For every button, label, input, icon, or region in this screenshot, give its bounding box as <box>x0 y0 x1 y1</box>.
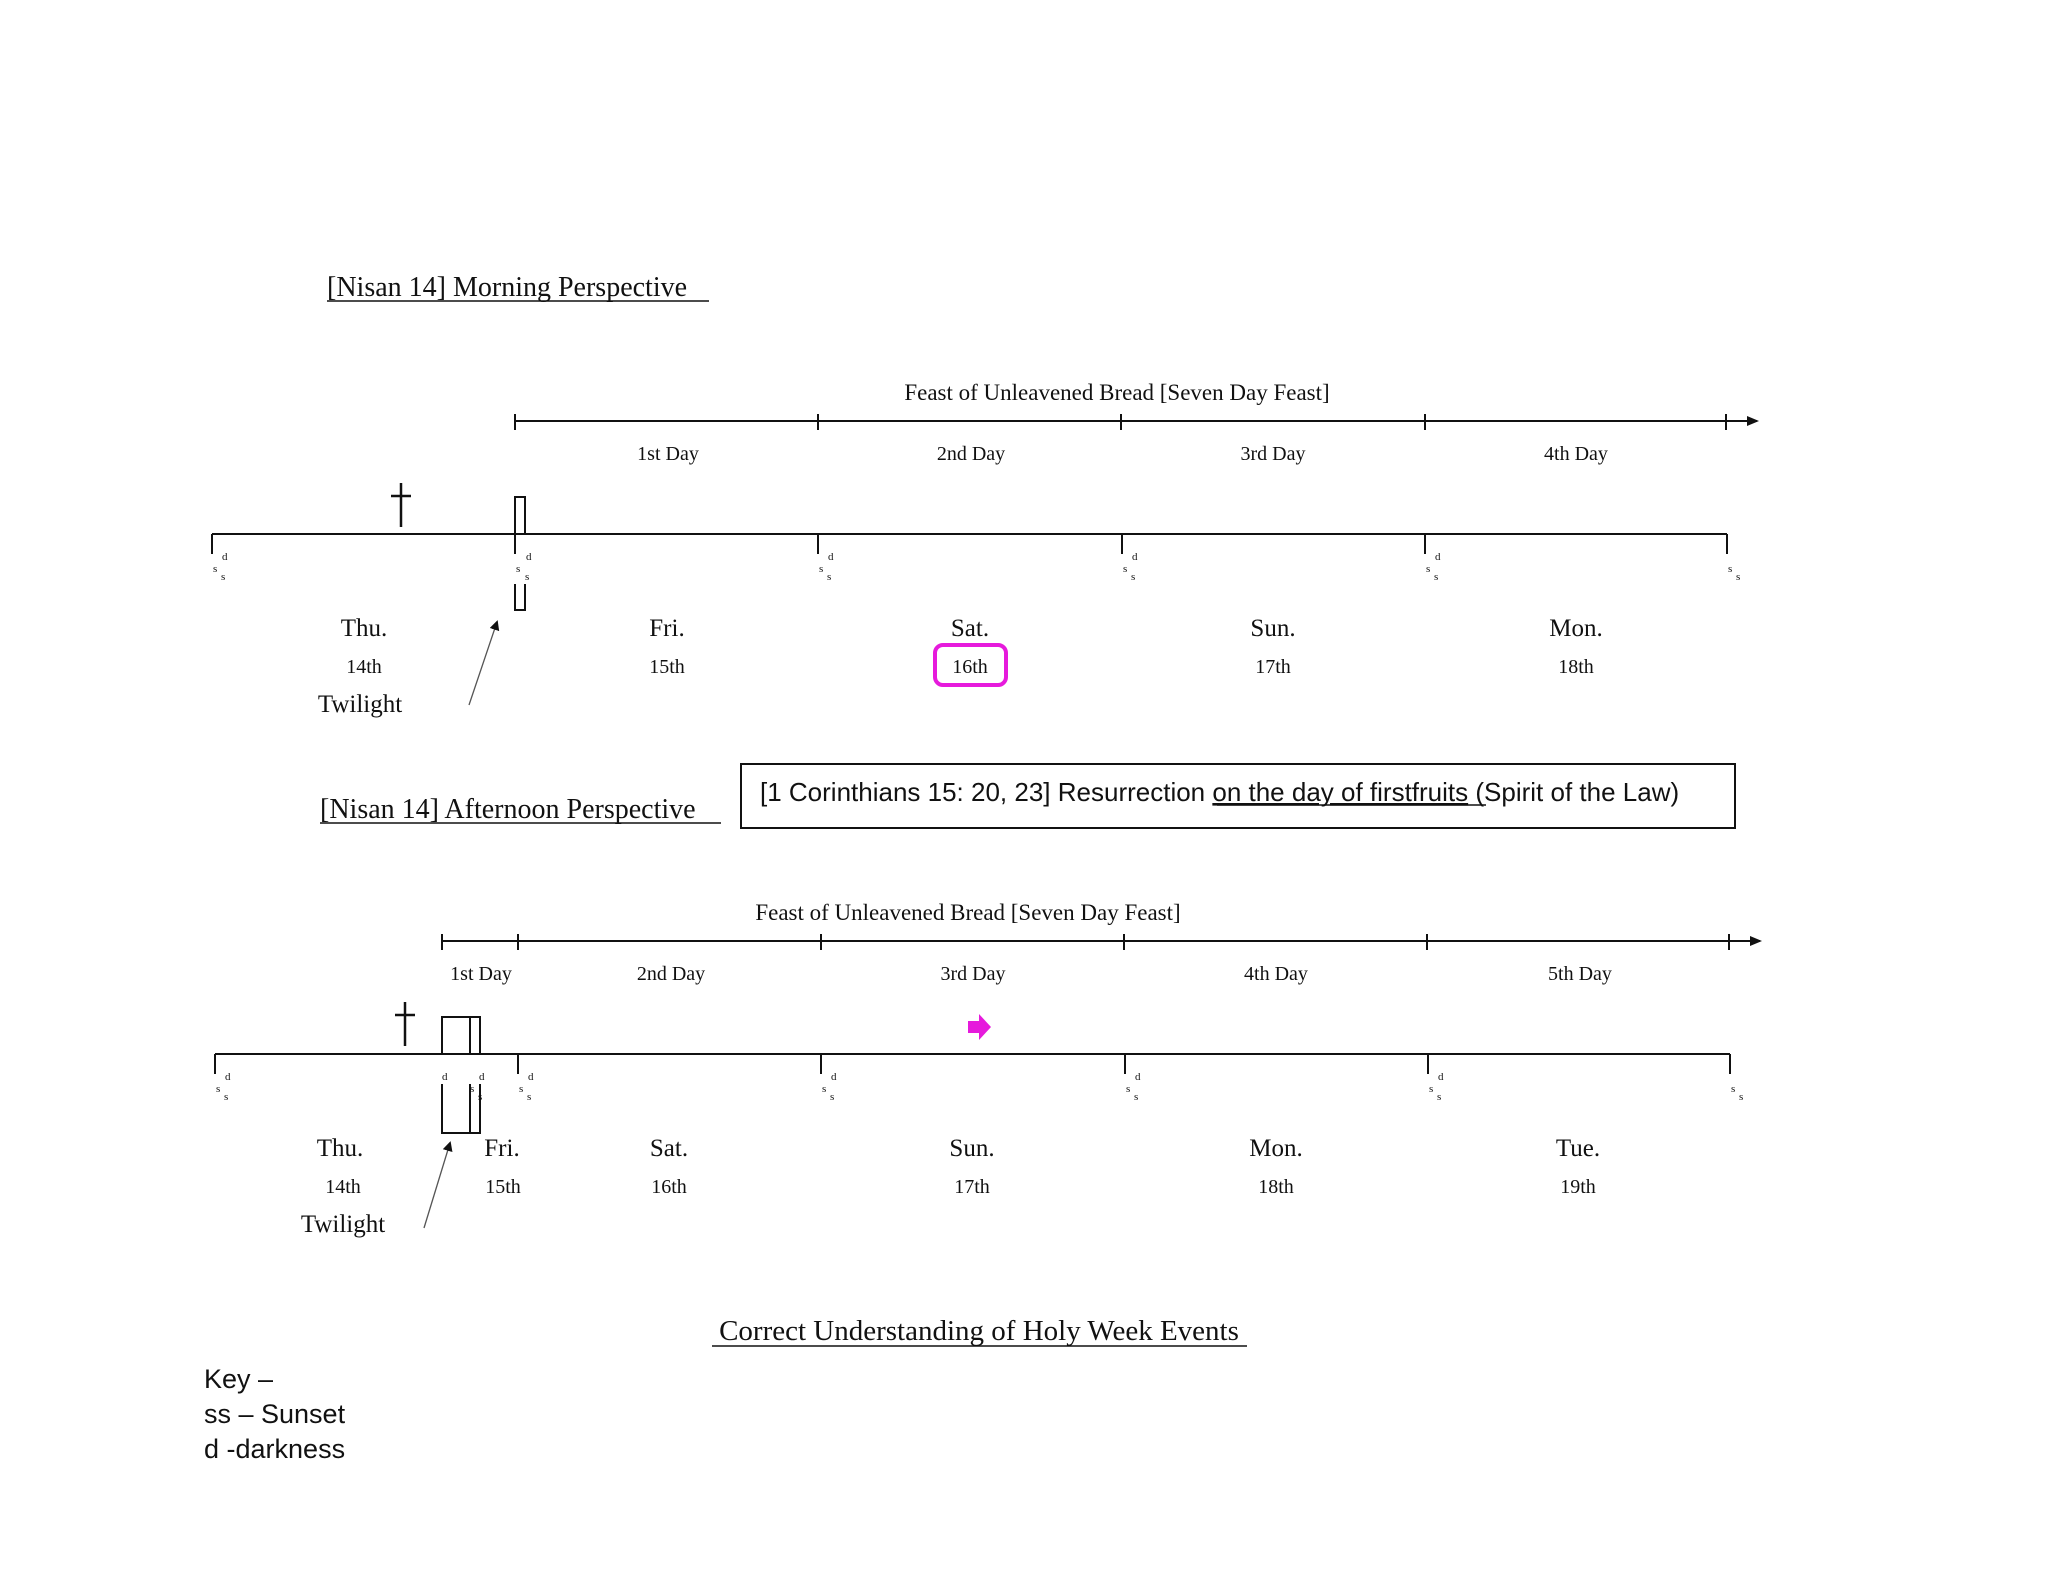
morning-feast-label: Feast of Unleavened Bread [Seven Day Feast] <box>904 380 1330 405</box>
afternoon-weekday-5: Mon. <box>1249 1135 1303 1162</box>
svg-text:s: s <box>1739 1091 1744 1103</box>
svg-text:s: s <box>1728 563 1733 575</box>
svg-text:s: s <box>1134 1091 1139 1103</box>
morning-twilight-pointer <box>469 622 497 705</box>
svg-text:s: s <box>224 1091 229 1103</box>
morning-date-4: 17th <box>1255 656 1291 678</box>
svg-text:s: s <box>1429 1083 1434 1095</box>
afternoon-twilight-bracket <box>442 1017 483 1133</box>
afternoon-feast-day-3: 3rd Day <box>940 963 1006 985</box>
morning-weekday-3: Sat. <box>950 615 990 642</box>
morning-feast-day-3: 3rd Day <box>1240 443 1306 465</box>
morning-date-1: 14th <box>346 656 382 678</box>
svg-text:s: s <box>830 1091 835 1103</box>
morning-sunset-darkness-marks <box>213 551 1740 583</box>
svg-text:d: d <box>1132 551 1138 563</box>
morning-weekday-5: Mon. <box>1549 615 1603 642</box>
callout-underlined: on the day of firstfruits <box>1212 777 1469 807</box>
svg-text:s: s <box>525 571 530 583</box>
svg-text:d: d <box>442 1071 448 1083</box>
svg-text:d: d <box>479 1071 485 1083</box>
afternoon-date-2: 15th <box>485 1176 521 1198</box>
svg-text:s: s <box>1126 1083 1131 1095</box>
afternoon-feast-label: Feast of Unleavened Bread [Seven Day Feast] <box>755 900 1181 925</box>
svg-text:d: d <box>1135 1071 1141 1083</box>
afternoon-perspective <box>215 794 1760 1238</box>
svg-text:s: s <box>1123 563 1128 575</box>
svg-text:d: d <box>526 551 532 563</box>
svg-text:d: d <box>828 551 834 563</box>
afternoon-weekday-2: Fri. <box>484 1135 520 1162</box>
firstfruits-callout <box>741 764 1735 828</box>
svg-text:s: s <box>827 571 832 583</box>
svg-text:d: d <box>528 1071 534 1083</box>
cross-icon <box>395 1002 415 1046</box>
svg-text:s: s <box>221 571 226 583</box>
morning-weekday-1: Thu. <box>340 615 388 642</box>
morning-twilight-label: Twilight <box>317 691 403 718</box>
afternoon-date-5: 18th <box>1258 1176 1294 1198</box>
right-arrow-icon <box>968 1014 991 1040</box>
morning-date-2: 15th <box>649 656 685 678</box>
svg-text:s: s <box>1437 1091 1442 1103</box>
key-item-darkness: d -darkness <box>204 1434 346 1464</box>
morning-weekday-2: Fri. <box>649 615 685 642</box>
svg-text:s: s <box>1731 1083 1736 1095</box>
svg-text:s: s <box>519 1083 524 1095</box>
afternoon-sunset-darkness-marks <box>216 1071 1743 1103</box>
morning-date-3: 16th <box>952 656 988 678</box>
afternoon-twilight-label: Twilight <box>300 1211 386 1238</box>
afternoon-weekday-4: Sun. <box>949 1135 995 1162</box>
morning-weekday-4: Sun. <box>1250 615 1296 642</box>
svg-text:s: s <box>1434 571 1439 583</box>
afternoon-twilight-pointer <box>424 1143 450 1228</box>
afternoon-title: [Nisan 14] Afternoon Perspective <box>320 794 696 825</box>
svg-text:d: d <box>1435 551 1441 563</box>
morning-perspective <box>212 272 1757 718</box>
afternoon-weekday-3: Sat. <box>649 1135 689 1162</box>
svg-text:d: d <box>225 1071 231 1083</box>
afternoon-weekday-6: Tue. <box>1555 1135 1601 1162</box>
svg-text:s: s <box>819 563 824 575</box>
morning-title: [Nisan 14] Morning Perspective <box>327 272 688 303</box>
svg-text:s: s <box>1426 563 1431 575</box>
afternoon-date-4: 17th <box>954 1176 990 1198</box>
svg-text:d: d <box>222 551 228 563</box>
cross-icon <box>391 483 411 527</box>
svg-text:s: s <box>516 563 521 575</box>
key-heading: Key – <box>204 1364 274 1394</box>
svg-text:s: s <box>1131 571 1136 583</box>
afternoon-feast-day-1: 1st Day <box>450 963 512 985</box>
callout-suffix: (Spirit of the Law) <box>1468 777 1680 807</box>
morning-feast-day-2: 2nd Day <box>936 443 1006 465</box>
svg-text:s: s <box>213 563 218 575</box>
morning-timeline-ticks <box>212 534 1727 554</box>
svg-text:s: s <box>216 1083 221 1095</box>
afternoon-feast-day-4: 4th Day <box>1244 963 1308 985</box>
morning-date-5: 18th <box>1558 656 1594 678</box>
svg-text:d: d <box>1438 1071 1444 1083</box>
svg-text:s: s <box>470 1083 475 1095</box>
callout-text <box>760 777 1679 807</box>
svg-text:d: d <box>831 1071 837 1083</box>
afternoon-date-6: 19th <box>1560 1176 1596 1198</box>
morning-twilight-bracket <box>515 497 525 610</box>
svg-text:s: s <box>822 1083 827 1095</box>
morning-feast-day-1: 1st Day <box>637 443 699 465</box>
afternoon-feast-day-5: 5th Day <box>1548 963 1612 985</box>
afternoon-date-1: 14th <box>325 1176 361 1198</box>
afternoon-feast-day-2: 2nd Day <box>636 963 706 985</box>
svg-text:s: s <box>478 1091 483 1103</box>
footer-title: Correct Understanding of Holy Week Events <box>719 1315 1239 1347</box>
key-item-sunset: ss – Sunset <box>204 1399 346 1429</box>
legend-key <box>204 1362 345 1467</box>
callout-prefix: [1 Corinthians 15: 20, 23] Resurrection <box>760 777 1213 807</box>
svg-text:s: s <box>527 1091 532 1103</box>
afternoon-weekday-1: Thu. <box>316 1135 364 1162</box>
svg-text:s: s <box>1736 571 1741 583</box>
morning-feast-day-4: 4th Day <box>1544 443 1608 465</box>
afternoon-date-3: 16th <box>651 1176 687 1198</box>
